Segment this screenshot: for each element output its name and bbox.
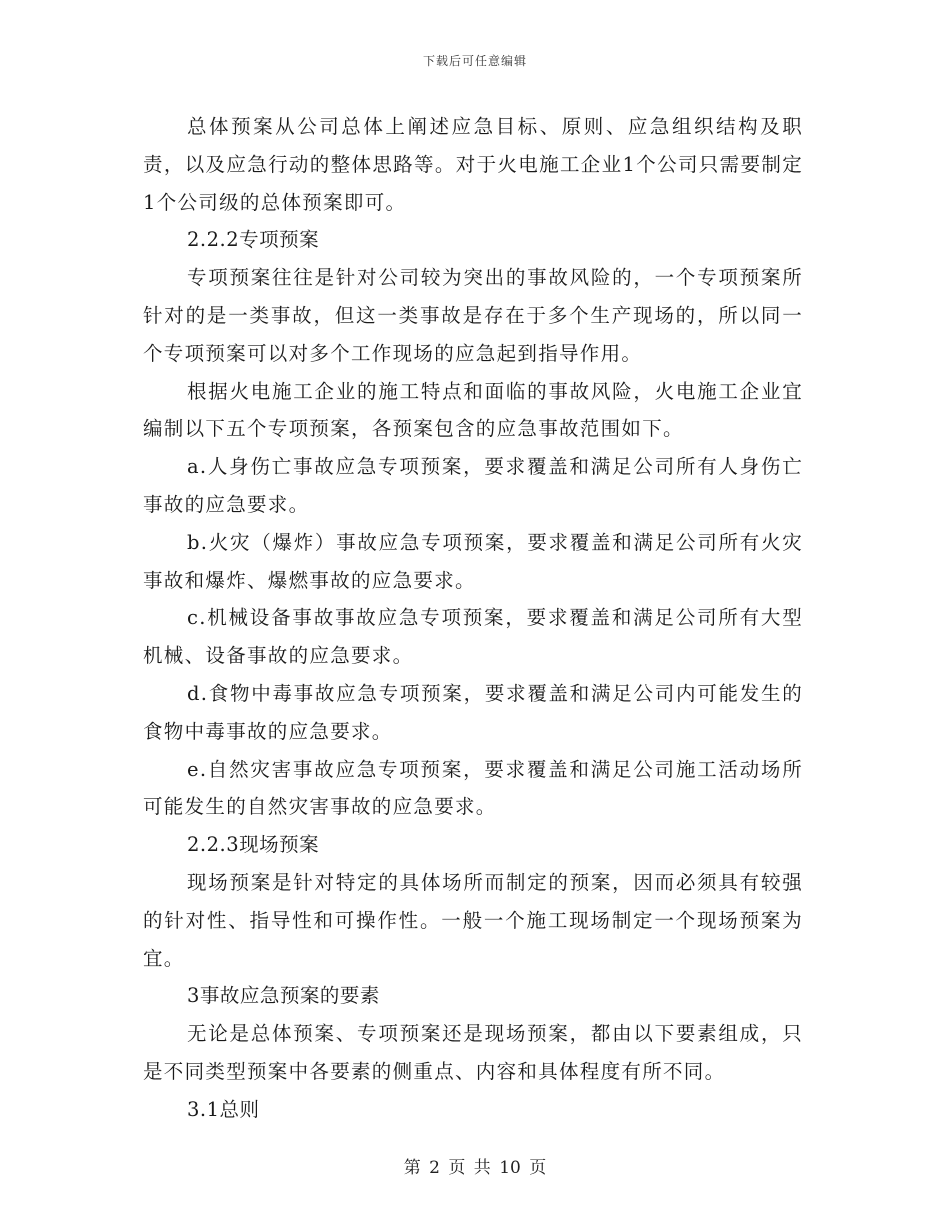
document-body [143, 108, 803, 1129]
paragraph-site-plan: 现场预案是针对特定的具体场所而制定的预案，因而必须具有较强的针对性、指导性和可操作性。一般一个施工现场制定一个现场预案为宜。 [143, 870, 803, 970]
list-item-e: e.自然灾害事故应急专项预案，要求覆盖和满足公司施工活动场所可能发生的自然灾害事故的应急要求。 [143, 757, 803, 819]
paragraph-special-plan: 专项预案往往是针对公司较为突出的事故风险的，一个专项预案所针对的是一类事故，但这一类事故是存在于多个生产现场的，所以同一个专项预案可以对多个工作现场的应急起到指导作用。 [143, 266, 803, 365]
paragraph-overall-plan: 总体预案从公司总体上阐述应急目标、原则、应急组织结构及职责，以及应急行动的整体思路等。对于火电施工企业1个公司只需要制定1个公司级的总体预案即可。 [143, 115, 803, 214]
paragraph-plan-elements: 无论是总体预案、专项预案还是现场预案，都由以下要素组成，只是不同类型预案中各要素的侧重点、内容和具体程度有所不同。 [143, 1022, 803, 1083]
page-number-footer: 第 2 页 共 10 页 [403, 1158, 547, 1178]
list-item-c: c.机械设备事故事故应急专项预案，要求覆盖和满足公司所有大型机械、设备事故的应急要求。 [143, 606, 803, 668]
page-header-note: 下载后可任意编辑 [422, 54, 527, 68]
list-item-b: b.火灾（爆炸）事故应急专项预案，要求覆盖和满足公司所有火灾事故和爆炸、爆燃事故的应急要求。 [143, 530, 803, 592]
section-heading-3-1: 3.1总则 [187, 1097, 260, 1121]
section-heading-2-2-3: 2.2.3现场预案 [187, 833, 320, 857]
section-heading-2-2-2: 2.2.2专项预案 [187, 228, 320, 252]
paragraph-five-special-plans: 根据火电施工企业的施工特点和面临的事故风险，火电施工企业宜编制以下五个专项预案，各预案包含的应急事故范围如下。 [143, 379, 803, 441]
list-item-a: a.人身伤亡事故应急专项预案，要求覆盖和满足公司所有人身伤亡事故的应急要求。 [143, 455, 803, 516]
list-item-d: d.食物中毒事故应急专项预案，要求覆盖和满足公司内可能发生的食物中毒事故的应急要求。 [143, 681, 803, 743]
section-heading-3: 3事故应急预案的要素 [187, 984, 380, 1008]
